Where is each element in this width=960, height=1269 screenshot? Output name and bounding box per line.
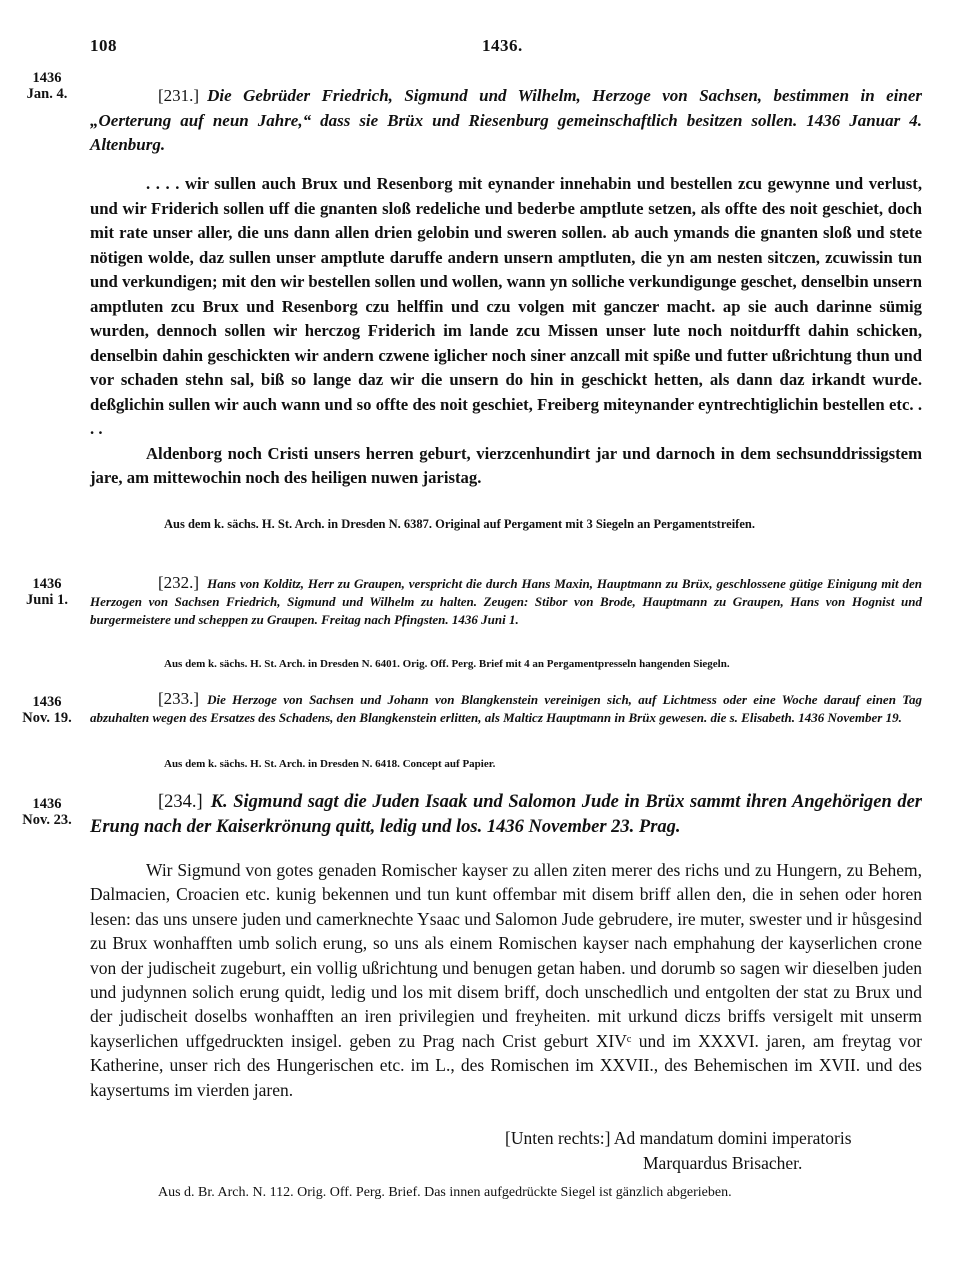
page-number: 108 — [90, 36, 117, 55]
document-text-234: Wir Sigmund von gotes genaden Romischer kayser zu allen ziten merer des richs und zu Hungern, zu Behem, Dalmacien, Croacien etc. kunig bekennen und tun kunt offembar mit disem briff allen den, die in sehen oder horen lesen: das uns unsere juden und camerknechte Ysaac und Salomon Jude gebrudere, ire muter, swester und ir hůsgesind zu Brux wonhafften umb solich erung, so uns als einem Romischen kayser nach emphahung der kayserlichen crone von der judischeit zugeburt, ein vollig ußrichtung und benugen getan haben. und dorumb so sagen wir dieselben juden und judynnen solich erung quidt, ledig und los mit disem briff, doch unschedlich und entgolten der stat zu Brux und der judischeit doselbs wonhafften an iren privilegien und freyheiten. mit urkund diczs briffs versigelt mit unserm kayserlichen uffgedruckten insigel. geben zu Prag nach Crist geburt XIVᶜ und im XXXVI. jaren, am freytag vor Katherine, unser rich des Hungerischen etc. im L., des Romischen im XXVII., des Behemischen im XVII. und des kaysertums im vierden jaren. — [90, 860, 922, 1100]
margin-date-233: 1436 Nov. 19. — [22, 694, 72, 726]
regest-232 — [90, 574, 922, 629]
source-note-234: Aus d. Br. Arch. N. 112. Orig. Off. Perg. Brief. Das innen aufgedrückte Siegel ist gänzlich abgerieben. — [158, 1185, 732, 1200]
entry-number-233: [233.] — [158, 689, 200, 708]
signature-name: Marquardus Brisacher. — [643, 1152, 803, 1173]
document-text-231 — [90, 172, 922, 491]
dating-paragraph: Aldenborg noch Cristi unsers herren geburt, vierzcenhundirt jar und darnoch in dem sechsunddrissigstem jare, am mittewochin noch des heiligen nuwen jaristag. — [90, 443, 922, 487]
entry-number-231: [231.] — [158, 86, 200, 105]
text-paragraph: . . . . wir sullen auch Brux und Resenborg mit eynander innehabin und bestellen zcu gewynne und verlust, und wir Friderich sollen uff die gnanten sloß redeliche und bederbe amptlute setzen, als offte des noit geschiet, doch mit rate unser aller, die uns dann allen drien gelobin und sweren sollen. ab auch ymands die gnanten sloß und stete nötigen wolde, daz sullen unser amptlute daruffe andern unsern amptluten, die yn am nesten sitczen, zcuwissin tun und verkundigen; mit den wir bestellen sollen und wollen, wann yn solliche verkundigunge geschet, denselbin unsern amptluten zcu Brux und Resenborg czu helffin und czu volgen mit ganczer macht. ap sie auch darinne sümig wurden, dennoch sollen wir herczog Friderich im lande zcu Missen unser lute noch noitdurfft dahin schicken, denselbin dahin geschickten wir andern czwene iglicher noch siner anzcall mit spiße und futter ußrichtung thun und vor schaden stehn sal, biß so lange daz wir die unsern do hin in geschickt hetten, als dann daz irkandt wurde. deßglichin sullen wir auch wann und so offte des noit geschiet, Freiberg miteynander eyntrechtiglichin bestellen etc. . . . — [90, 174, 922, 438]
subscription-line: [Unten rechts:] Ad mandatum domini imperatoris — [505, 1128, 852, 1148]
source-note-231: Aus dem k. sächs. H. St. Arch. in Dresden N. 6387. Original auf Pergament mit 3 Siegeln an Pergamentstreifen. — [164, 517, 755, 531]
margin-date-231: 1436 Jan. 4. — [26, 70, 68, 102]
entry-number-234: [234.] — [158, 792, 203, 812]
margin-date-232: 1436 Juni 1. — [26, 576, 68, 608]
regest-text-233: Die Herzoge von Sachsen und Johann von Blangkenstein vereinigen sich, auf Lichtmess oder eine Woche darauf einen Tag abzuhalten wegen des Ersatzes des Schadens, den Blangkenstein erlitten, als Malticz Hauptmann in Brüx gewesen. die s. Elisabeth. 1436 November 19. — [90, 692, 922, 725]
running-title: 1436. — [482, 36, 523, 55]
regest-text-232: Hans von Kolditz, Herr zu Graupen, verspricht die durch Hans Maxin, Hauptmann zu Brüx, geschlossene gütige Einigung mit den Herzogen von Sachsen Friedrich, Sigmund und Wilhelm zu halten. Zeugen: Stibor von Brode, Hauptmann zu Graupen, Hans von Hognist und burgermeistere und scheppen zu Graupen. Freitag nach Pfingsten. 1436 Juni 1. — [90, 576, 922, 627]
margin-date-234: 1436 Nov. 23. — [22, 796, 72, 828]
regest-234 — [90, 790, 922, 840]
regest-231 — [90, 84, 922, 158]
source-note-233: Aus dem k. sächs. H. St. Arch. in Dresden N. 6418. Concept auf Papier. — [164, 758, 496, 770]
source-note-232: Aus dem k. sächs. H. St. Arch. in Dresden N. 6401. Orig. Off. Perg. Brief mit 4 an Pergamentpresseln hangenden Siegeln. — [164, 658, 730, 670]
entry-number-232: [232.] — [158, 573, 200, 592]
regest-text-234: K. Sigmund sagt die Juden Isaak und Salomon Jude in Brüx sammt ihren Angehörigen der Erung nach der Kaiserkrönung quitt, ledig und los. 1436 November 23. Prag. — [90, 792, 922, 837]
regest-text-231: Die Gebrüder Friedrich, Sigmund und Wilhelm, Herzoge von Sachsen, bestimmen in einer „Oerterung auf neun Jahre,“ dass sie Brüx und Riesenburg gemeinschaftlich besitzen sollen. 1436 Januar 4. Altenburg. — [90, 86, 922, 154]
closing-notes-234 — [505, 1126, 925, 1175]
regest-233 — [90, 690, 922, 727]
